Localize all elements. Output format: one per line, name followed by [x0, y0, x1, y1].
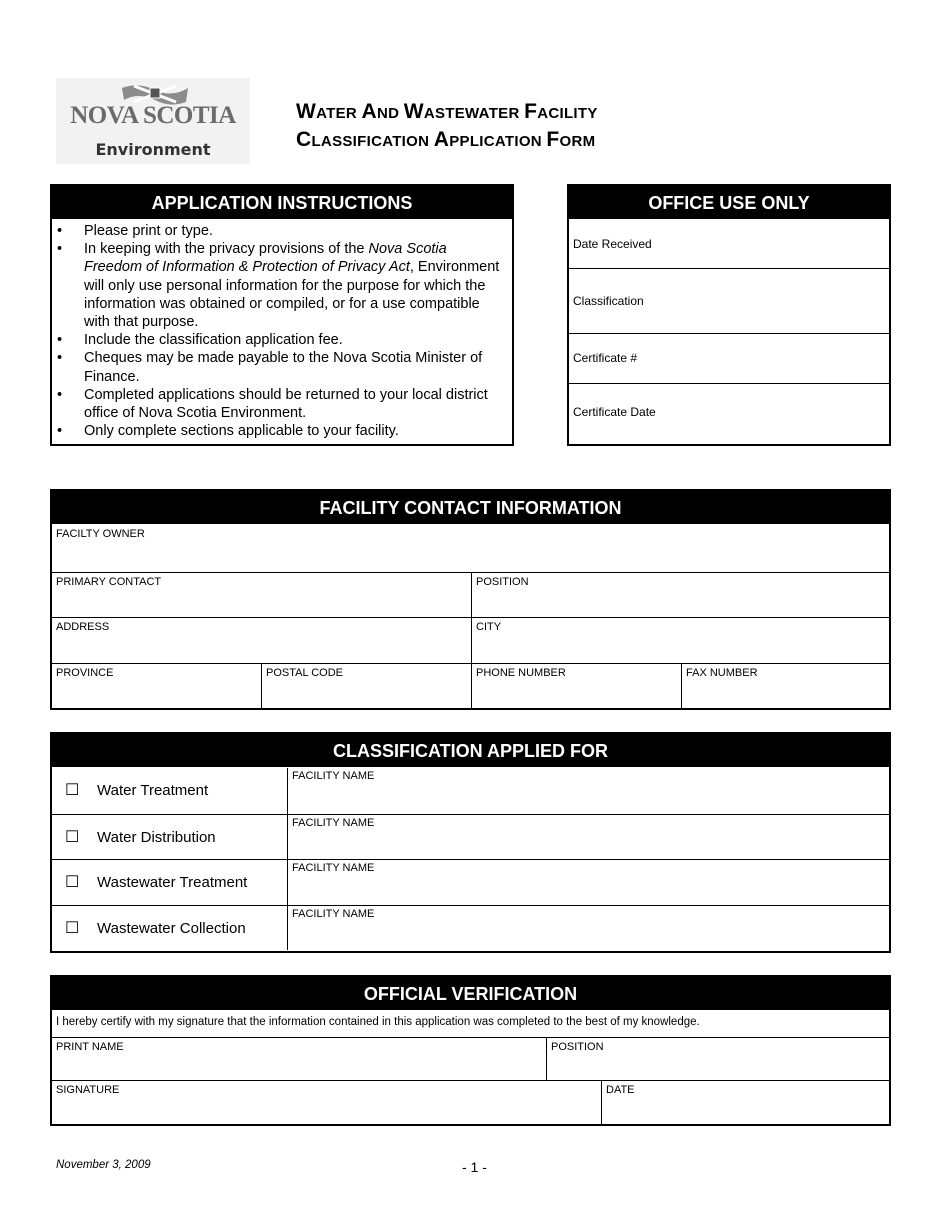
- instruction-item: • Completed applications should be returned to your local district office of Nova Scotia Environment.: [57, 386, 488, 422]
- classification-row: [52, 814, 889, 860]
- date-field[interactable]: DATE: [601, 1081, 889, 1124]
- footer-date: November 3, 2009: [56, 1159, 151, 1171]
- water-distribution-checkbox[interactable]: ☐: [65, 828, 80, 846]
- classification-header: CLASSIFICATION APPLIED FOR: [52, 734, 889, 768]
- instruction-item: • Only complete sections applicable to your facility.: [57, 423, 399, 440]
- wastewater-treatment-checkbox[interactable]: ☐: [65, 874, 80, 891]
- print-name-field[interactable]: PRINT NAME: [56, 1041, 124, 1053]
- instruction-item: • Include the classification application fee.: [57, 332, 343, 349]
- classification-row: [52, 768, 889, 814]
- instructions-header: APPLICATION INSTRUCTIONS: [52, 186, 512, 220]
- classification-type-label: Wastewater Treatment: [97, 874, 248, 891]
- facility-name-field[interactable]: FACILITY NAME: [292, 862, 375, 874]
- certificate-date-field[interactable]: Certificate Date: [573, 405, 656, 419]
- contact-header: FACILITY CONTACT INFORMATION: [52, 491, 889, 525]
- facility-name-field[interactable]: FACILITY NAME: [292, 907, 375, 920]
- facility-name-field[interactable]: FACILITY NAME: [292, 816, 375, 829]
- form-title-line-2: CLASSIFICATION APPLICATION FORM: [296, 128, 596, 151]
- facility-name-field[interactable]: FACILITY NAME: [292, 770, 375, 782]
- signature-field[interactable]: SIGNATURE: [56, 1084, 120, 1096]
- province-field[interactable]: PROVINCE: [56, 667, 114, 679]
- certificate-number-field[interactable]: Certificate #: [569, 334, 889, 384]
- facility-owner-field[interactable]: FACILTY OWNER: [56, 528, 145, 540]
- classification-row: [52, 905, 889, 951]
- office-use-only: [567, 184, 891, 446]
- classification-applied-for: [50, 732, 891, 953]
- official-verification: [50, 975, 891, 1126]
- form-title-line-1: WATER AND WASTEWATER FACILITY: [296, 100, 598, 123]
- instruction-item: • Please print or type.: [57, 223, 213, 239]
- verification-position-field[interactable]: POSITION: [546, 1038, 889, 1080]
- position-field[interactable]: POSITION: [471, 573, 889, 617]
- certification-statement: I hereby certify with my signature that the information contained in this application was completed to the best of my knowledge.: [56, 1016, 700, 1028]
- phone-number-field[interactable]: PHONE NUMBER: [471, 664, 681, 708]
- instruction-item: • Cheques may be made payable to the Nova Scotia Minister of Finance.: [57, 350, 483, 385]
- water-treatment-checkbox[interactable]: ☐: [65, 782, 80, 799]
- nova-scotia-logo: [56, 78, 250, 164]
- primary-contact-field[interactable]: PRIMARY CONTACT: [56, 576, 162, 588]
- fax-number-field[interactable]: FAX NUMBER: [681, 664, 889, 708]
- instruction-item: • In keeping with the privacy provisions of the Nova Scotia Freedom of Information & Protection of Privacy Act, Environment will only use personal information for the purpose for which the information was obtained or compiled, or for a use compatible with that purpose.: [57, 241, 500, 331]
- facility-contact-information: [50, 489, 891, 710]
- verification-header: OFFICIAL VERIFICATION: [52, 977, 889, 1011]
- date-received-field[interactable]: Date Received: [569, 220, 889, 269]
- classification-row: [52, 859, 889, 905]
- logo-name: NOVA SCOTIA: [70, 102, 236, 129]
- wastewater-collection-checkbox[interactable]: ☐: [65, 919, 80, 937]
- postal-code-field[interactable]: POSTAL CODE: [261, 664, 471, 708]
- logo-subtitle: Environment: [95, 140, 211, 159]
- office-header: OFFICE USE ONLY: [569, 186, 889, 220]
- address-field[interactable]: ADDRESS: [56, 621, 110, 633]
- classification-type-label: Wastewater Collection: [97, 919, 246, 937]
- classification-field[interactable]: Classification: [569, 269, 889, 334]
- page-number: - 1 -: [462, 1159, 487, 1175]
- city-field[interactable]: CITY: [471, 618, 889, 663]
- application-instructions: [50, 184, 514, 446]
- classification-type-label: Water Treatment: [97, 782, 209, 799]
- classification-type-label: Water Distribution: [97, 828, 216, 846]
